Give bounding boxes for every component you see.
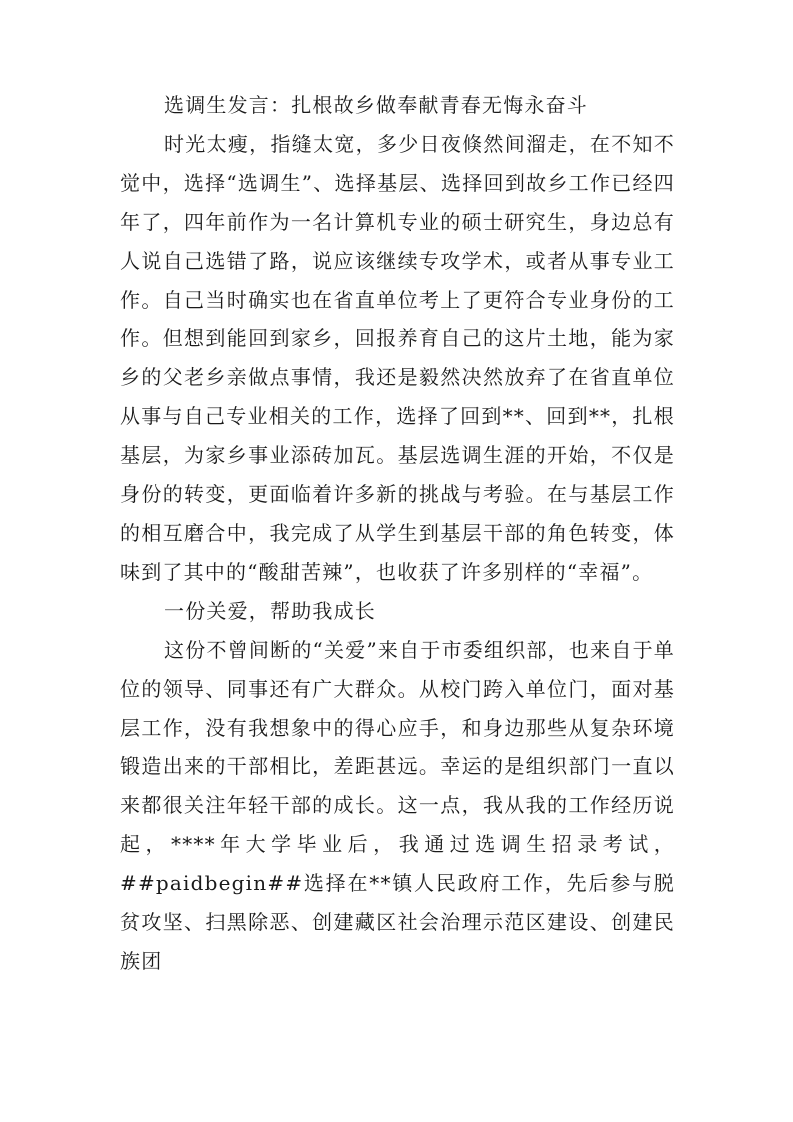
document-body [120, 86, 675, 981]
document-title: 选调生发言：扎根故乡做奉献青春无悔永奋斗 [164, 93, 588, 117]
body-paragraph: 时光太瘦，指缝太宽，多少日夜倏然间溜走，在不知不觉中，选择“选调生”、选择基层、选择回到故乡工作已经四年了，四年前作为一名计算机专业的硕士研究生，身边总有人说自己选错了路，说应该继续专攻学术，或者从事专业工作。自己当时确实也在省直单位考上了更符合专业身份的工作。但想到能回到家乡，回报养育自己的这片土地，能为家乡的父老乡亲做点事情，我还是毅然决然放弃了在省直单位从事与自己专业相关的工作，选择了回到**、回到**，扎根基层，为家乡事业添砖加瓦。基层选调生涯的开始，不仅是身份的转变，更面临着许多新的挑战与考验。在与基层工作的相互磨合中，我完成了从学生到基层干部的角色转变，体味到了其中的“酸甜苦辣”，也收获了许多别样的“幸福”。 [120, 131, 675, 584]
section-heading: 一份关爱，帮助我成长 [164, 598, 376, 623]
body-paragraph: 这份不曾间断的“关爱”来自于市委组织部，也来自于单位的领导、同事还有广大群众。从校门跨入单位门，面对基层工作，没有我想象中的得心应手，和身边那些从复杂环境锻造出来的干部相比，差距甚远。幸运的是组织部门一直以来都很关注年轻干部的成长。这一点，我从我的工作经历说起，****年大学毕业后，我通过选调生招录考试，##paidbegin##选择在**镇人民政府工作，先后参与脱贫攻坚、扫黑除恶、创建藏区社会治理示范区建设、创建民族团 [120, 637, 675, 973]
